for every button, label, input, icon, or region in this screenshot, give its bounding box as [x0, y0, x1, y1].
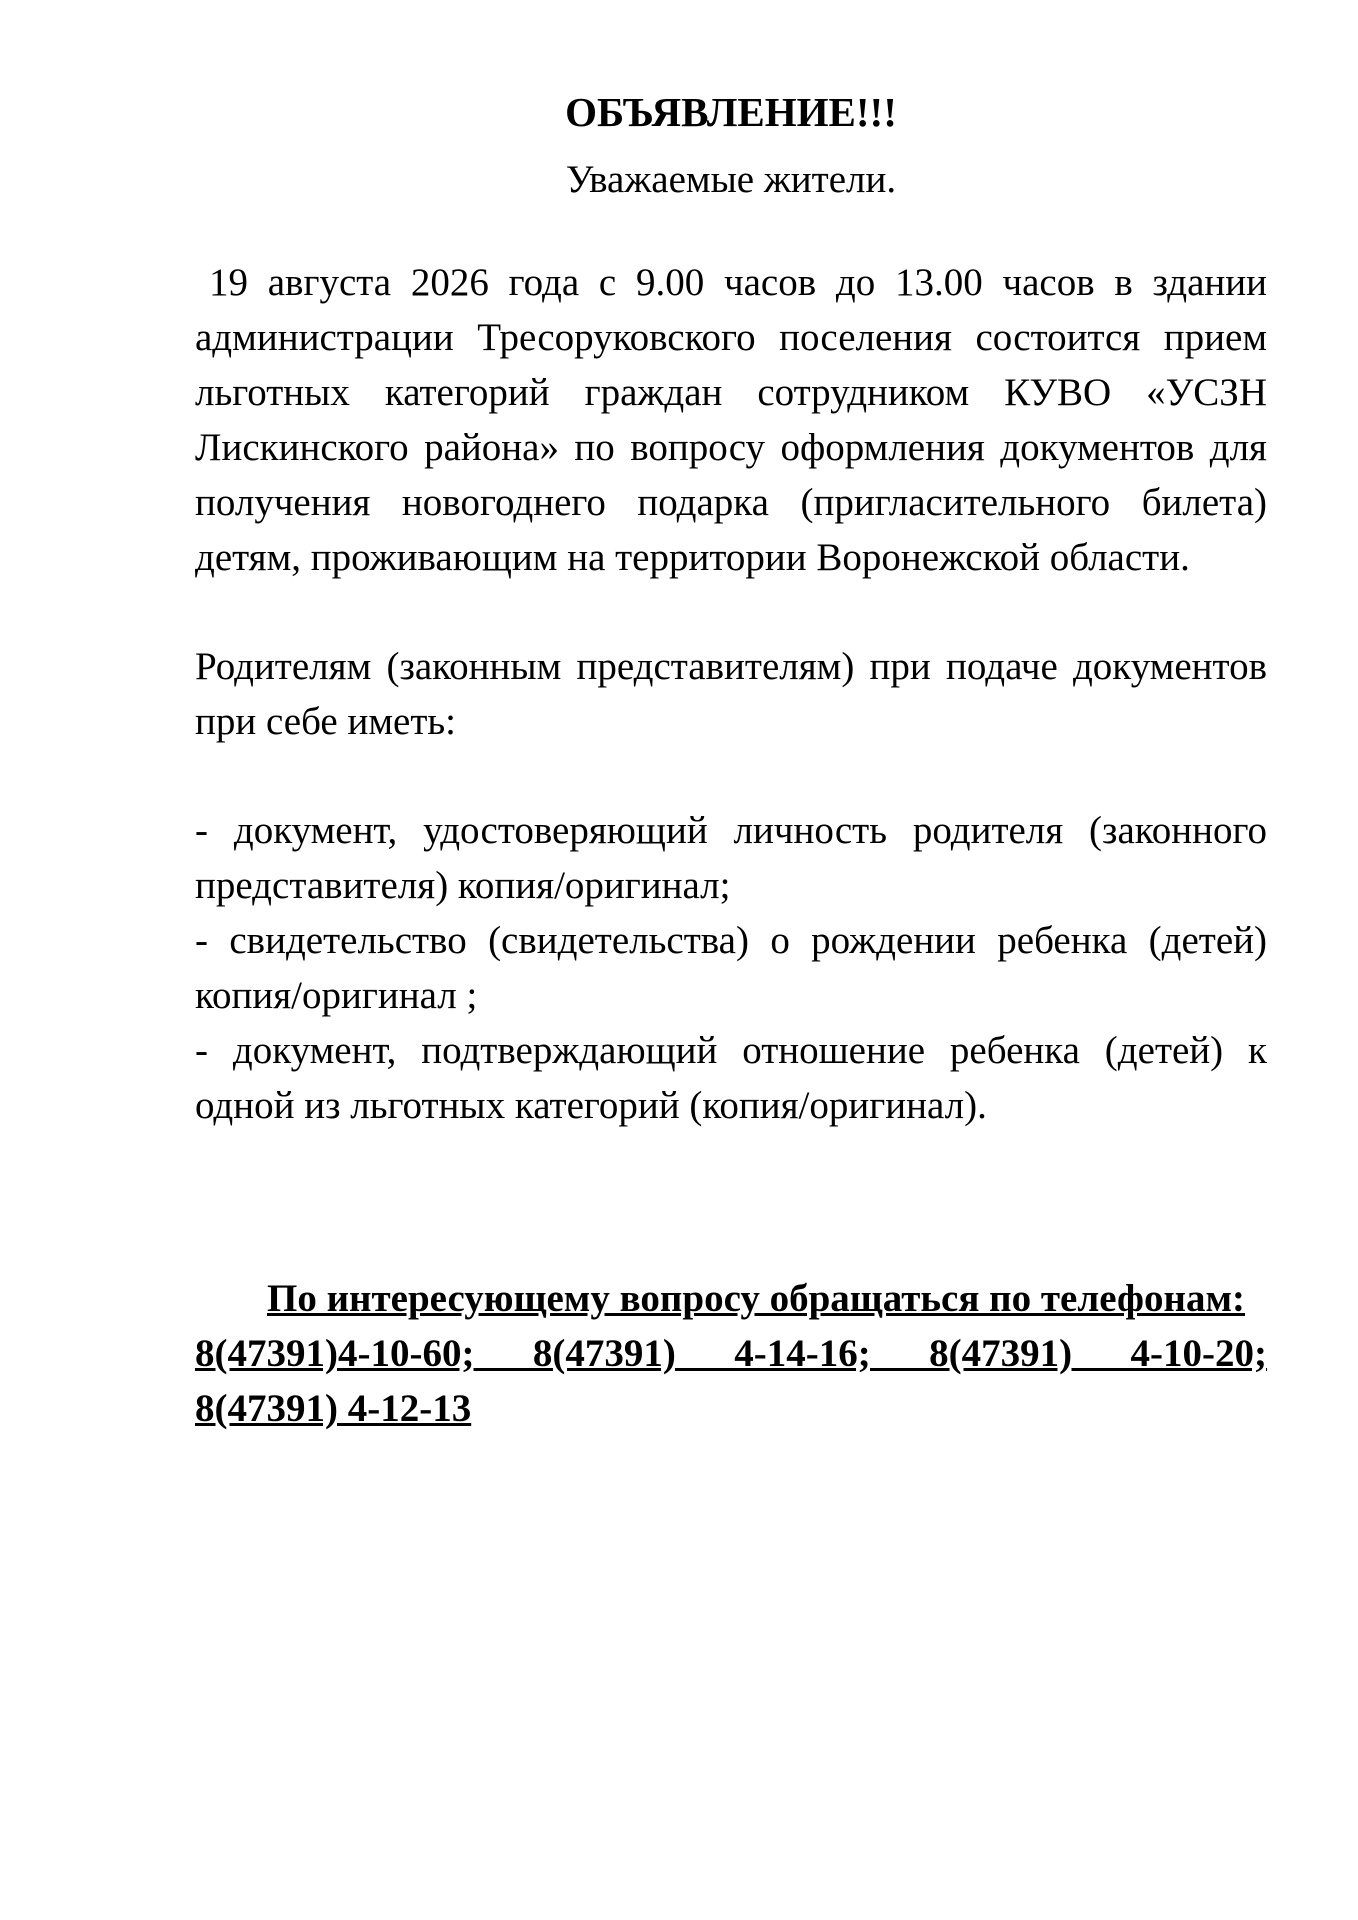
contact-lead: По интересующему вопросу обращаться по телефонам: — [267, 1277, 1246, 1320]
greeting: Уважаемые жители. — [565, 158, 897, 201]
notice-content — [195, 82, 1267, 1436]
document-item-benefit-category: - документ, подтверждающий отношение ребенка (детей) к одной из льготных категорий (копия/оригинал). — [195, 1029, 1267, 1127]
documents-list — [195, 803, 1267, 1133]
phone-numbers: 8(47391)4-10-60; 8(47391) 4-14-16; 8(47391) 4-10-20; — [195, 1332, 1267, 1375]
parents-paragraph: Родителям (законным представителям) при подаче документов при себе иметь: — [195, 645, 1267, 743]
document-item-id: - документ, удостоверяющий личность родителя (законного представителя) копия/оригинал; — [195, 809, 1267, 907]
document-item-birth-certificate: - свидетельство (свидетельства) о рождении ребенка (детей) копия/оригинал ; — [195, 919, 1267, 1017]
contacts-block — [195, 1271, 1267, 1436]
main-paragraph: 19 августа 2026 года с 9.00 часов до 13.00 часов в здании администрации Тресоруковского поселения состоится прием льготных категорий граждан сотрудником КУВО «УСЗН Лискинского района» по вопросу оформления документов для получения новогоднего подарка (пригласительного билета) детям, проживающим на территории Воронежской области. — [195, 261, 1267, 579]
notice-title: ОБЪЯВЛЕНИЕ!!! — [565, 89, 897, 135]
phone-number-last: 8(47391) 4-12-13 — [195, 1387, 472, 1430]
